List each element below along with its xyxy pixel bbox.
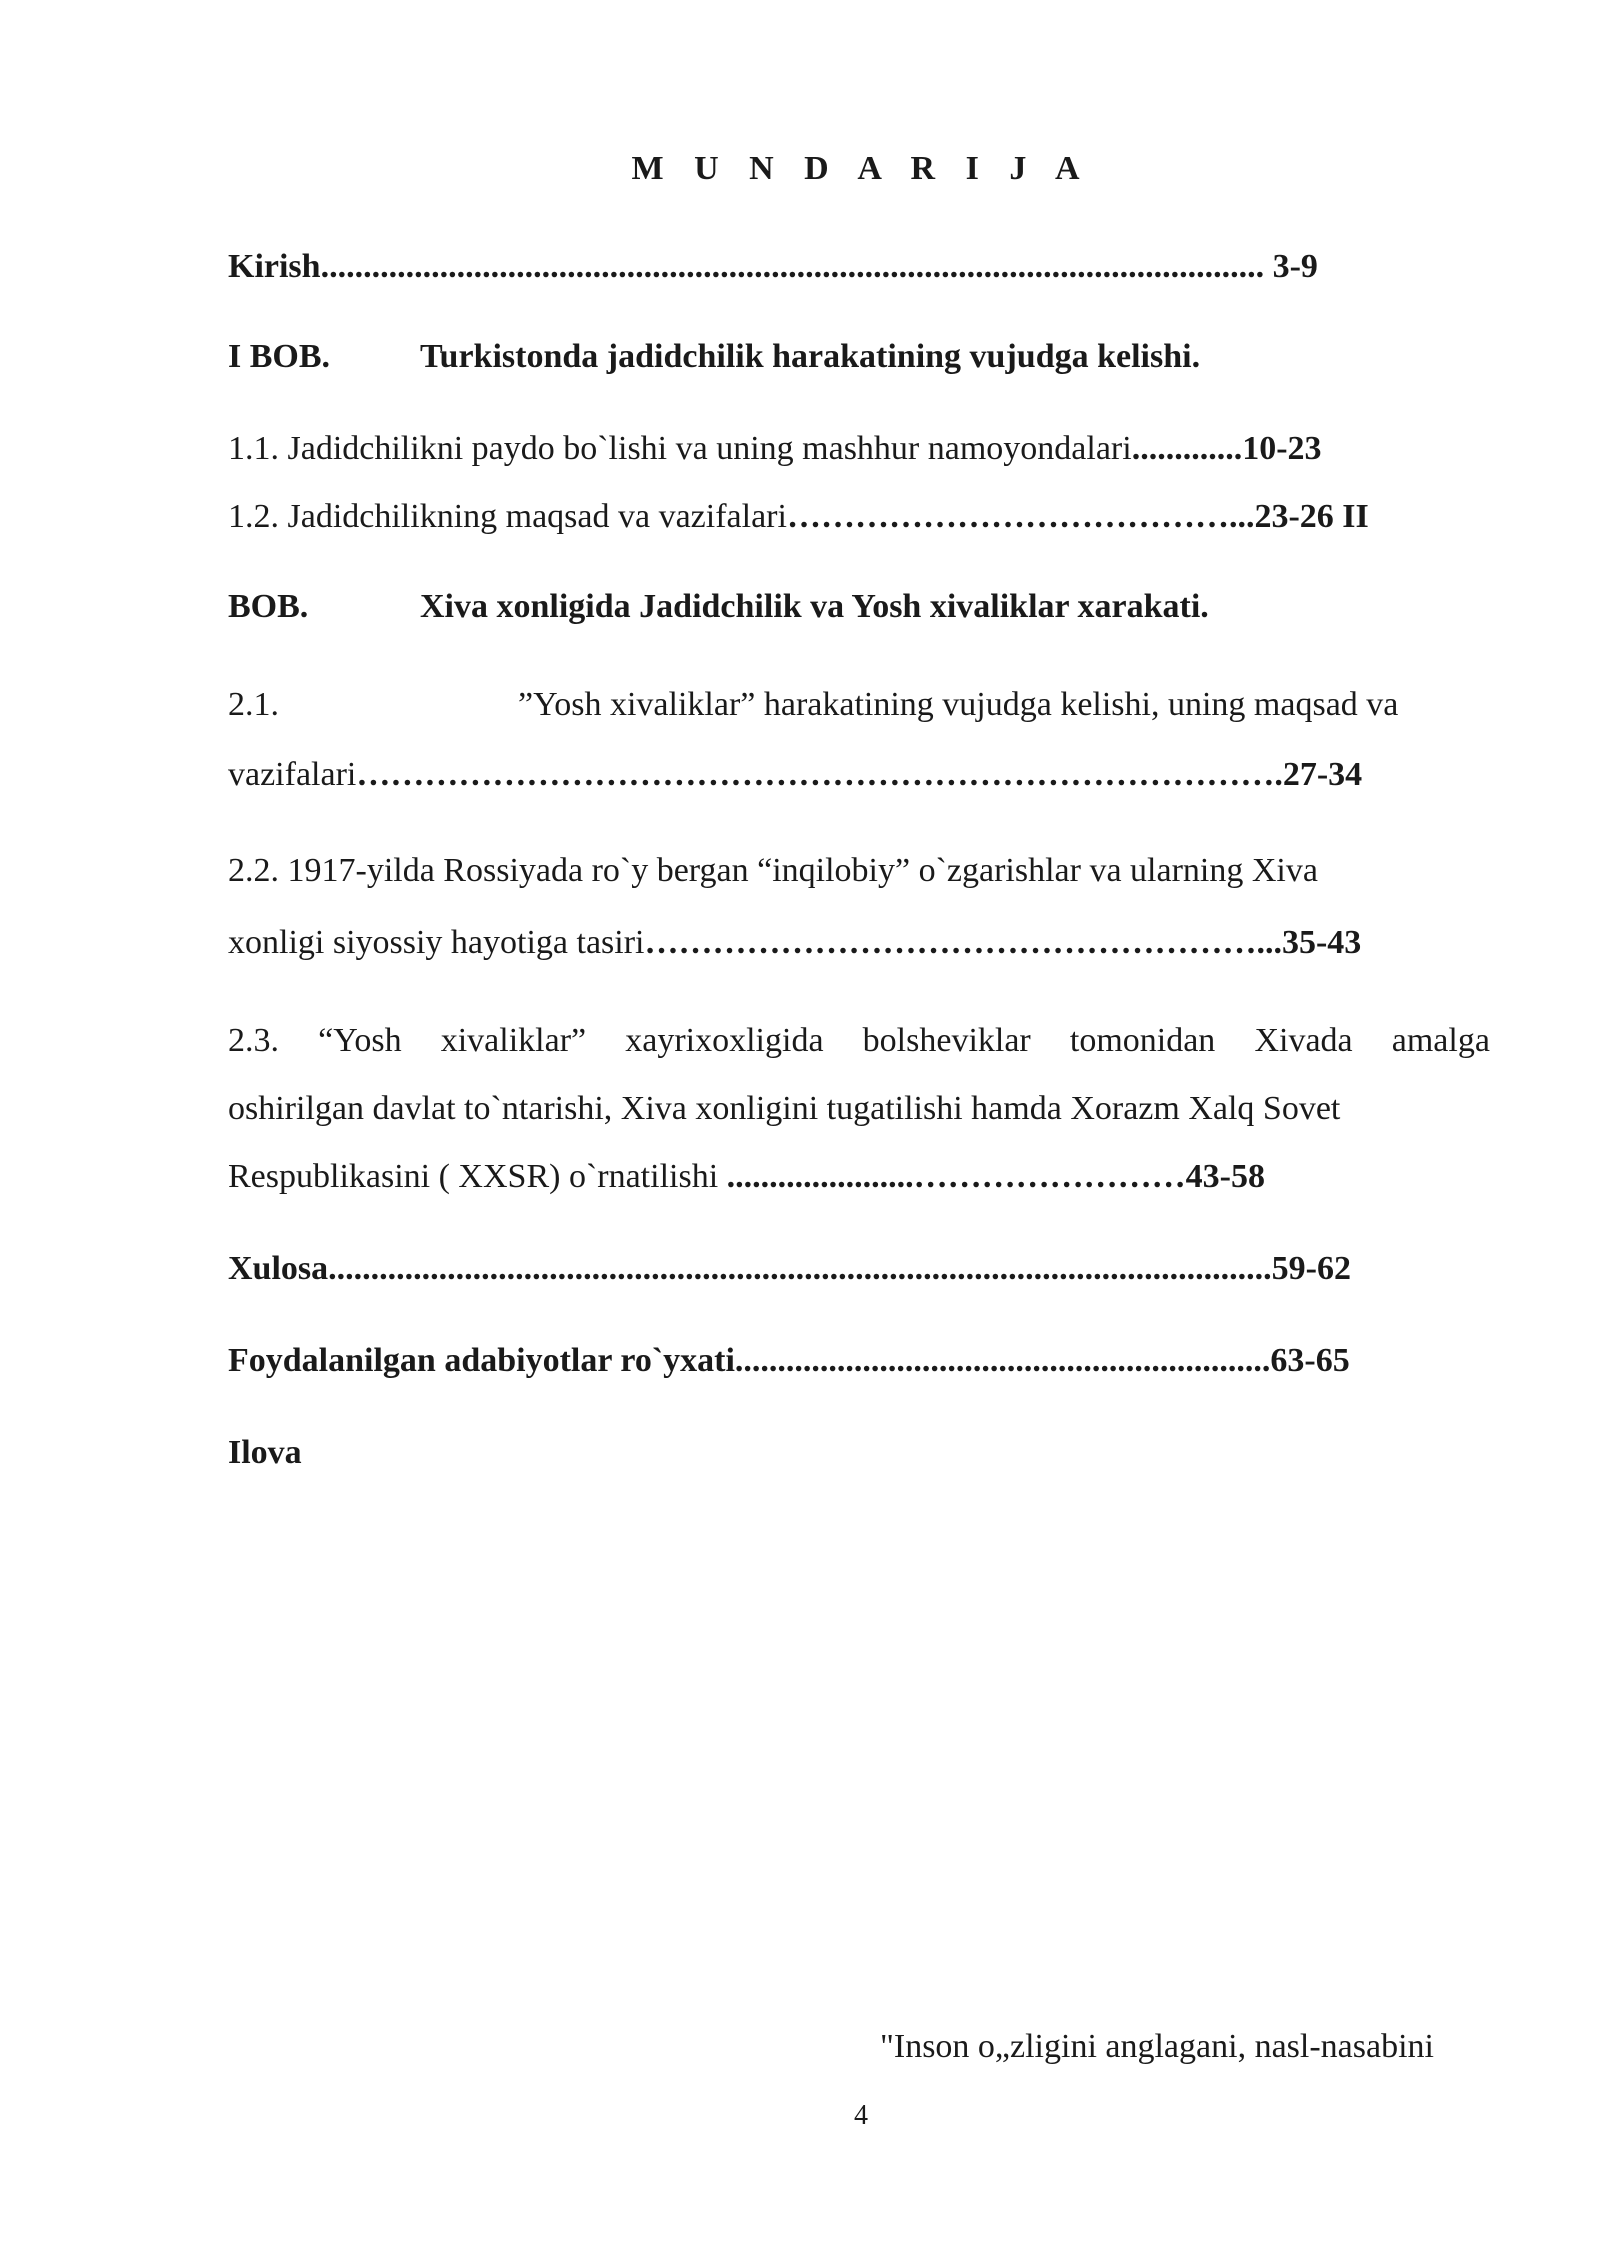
toc-entry-2-1-number <box>228 686 279 724</box>
chapter-label: BOB. <box>228 588 309 625</box>
toc-entry-word: Xivada <box>1254 1022 1353 1059</box>
toc-entry-label: Kirish <box>228 248 321 285</box>
toc-entry-word: bolsheviklar <box>862 1022 1031 1059</box>
toc-entry-word: “Yosh <box>318 1022 402 1059</box>
toc-entry-text: 1.1. Jadidchilikni paydo bo`lishi va uning mashhur namoyondalari <box>228 430 1132 467</box>
toc-page-range: 35-43 <box>1281 924 1362 961</box>
toc-leader-dots: …………………………………... <box>786 498 1255 535</box>
toc-leader-dots: ………………………………………………………………………. <box>356 756 1283 793</box>
toc-chapter-2 <box>228 588 308 626</box>
toc-page-range: 59-62 <box>1271 1250 1351 1287</box>
toc-leader-dots: ............................................................................................................... <box>328 1250 1272 1287</box>
chapter-label: I BOB. <box>228 338 331 375</box>
toc-entry-1-1 <box>228 430 1322 468</box>
toc-entry-text: vazifalari <box>228 756 357 793</box>
toc-entry-word: xayrixoxligida <box>625 1022 824 1059</box>
toc-entry-2-1-line2 <box>228 756 1362 794</box>
toc-entry-word: tomonidan <box>1069 1022 1216 1059</box>
toc-entry-2-3-line2 <box>228 1090 1340 1128</box>
toc-entry-1-2 <box>228 498 1369 536</box>
epigraph-text <box>880 2028 1434 2066</box>
toc-leader-dots: ............. <box>1131 430 1243 467</box>
toc-entry-text: Respublikasini ( XXSR) o`rnatilishi <box>228 1158 719 1195</box>
toc-leader-dots: ............................................................... <box>734 1342 1271 1379</box>
toc-page-range: 27-34 <box>1282 756 1363 793</box>
toc-entry-text: oshirilgan davlat to`ntarishi, Xiva xonligini tugatilishi hamda Xorazm Xalq Sovet <box>228 1090 1341 1127</box>
toc-entry-xulosa <box>228 1250 1351 1288</box>
toc-page-range: 43-58 <box>1185 1158 1265 1195</box>
toc-leader-dots: ............................................................................................................... <box>320 248 1273 285</box>
toc-entry-word: 2.3. <box>228 1022 279 1059</box>
toc-page-range: 23-26 II <box>1254 498 1369 535</box>
toc-chapter-1-title <box>420 338 1200 376</box>
toc-entry-ilova <box>228 1434 302 1472</box>
toc-page-range: 3-9 <box>1272 248 1318 285</box>
toc-entry-2-1-line1 <box>518 686 1398 724</box>
chapter-title: Turkistonda jadidchilik harakatining vujudga kelishi. <box>420 338 1201 375</box>
toc-leader-dots: ......................…………………… <box>718 1158 1186 1195</box>
toc-page-range: 10-23 <box>1242 430 1322 467</box>
toc-entry-text: ”Yosh xivaliklar” harakatining vujudga kelishi, uning maqsad va <box>518 686 1399 723</box>
toc-entry-2-2-line2 <box>228 924 1361 962</box>
toc-entry-text: 1.2. Jadidchilikning maqsad va vazifalari <box>228 498 787 535</box>
toc-leader-dots: ………………………………………………... <box>644 924 1282 961</box>
toc-entry-text: xonligi siyossiy hayotiga tasiri <box>228 924 645 961</box>
toc-chapter-2-title <box>420 588 1209 626</box>
toc-entry-number: 2.1. <box>228 686 279 723</box>
toc-entry-2-3-line3 <box>228 1158 1265 1196</box>
chapter-title: Xiva xonligida Jadidchilik va Yosh xivaliklar xarakati. <box>420 588 1209 625</box>
toc-entry-label: Xulosa <box>228 1250 329 1287</box>
toc-entry-2-3-line1 <box>228 1022 1490 1060</box>
toc-entry-word: amalga <box>1391 1022 1490 1059</box>
toc-entry-adabiyotlar <box>228 1342 1350 1380</box>
toc-chapter-1 <box>228 338 330 376</box>
toc-entry-2-2-line1 <box>228 852 1318 890</box>
epigraph-line: "Inson o„zligini anglagani, nasl-nasabini <box>880 2028 1434 2065</box>
toc-title: M U N D A R I J A <box>631 150 1091 187</box>
toc-entry-label: Ilova <box>228 1434 302 1471</box>
toc-entry-label: Foydalanilgan adabiyotlar ro`yxati <box>228 1342 735 1379</box>
toc-entry-text: 2.2. 1917-yilda Rossiyada ro`y bergan “inqilobiy” o`zgarishlar va ularning Xiva <box>228 852 1318 889</box>
toc-page-range: 63-65 <box>1270 1342 1350 1379</box>
page-number: 4 <box>854 2100 868 2131</box>
toc-entry-word: xivaliklar” <box>440 1022 587 1059</box>
toc-entry-kirish <box>228 248 1318 286</box>
